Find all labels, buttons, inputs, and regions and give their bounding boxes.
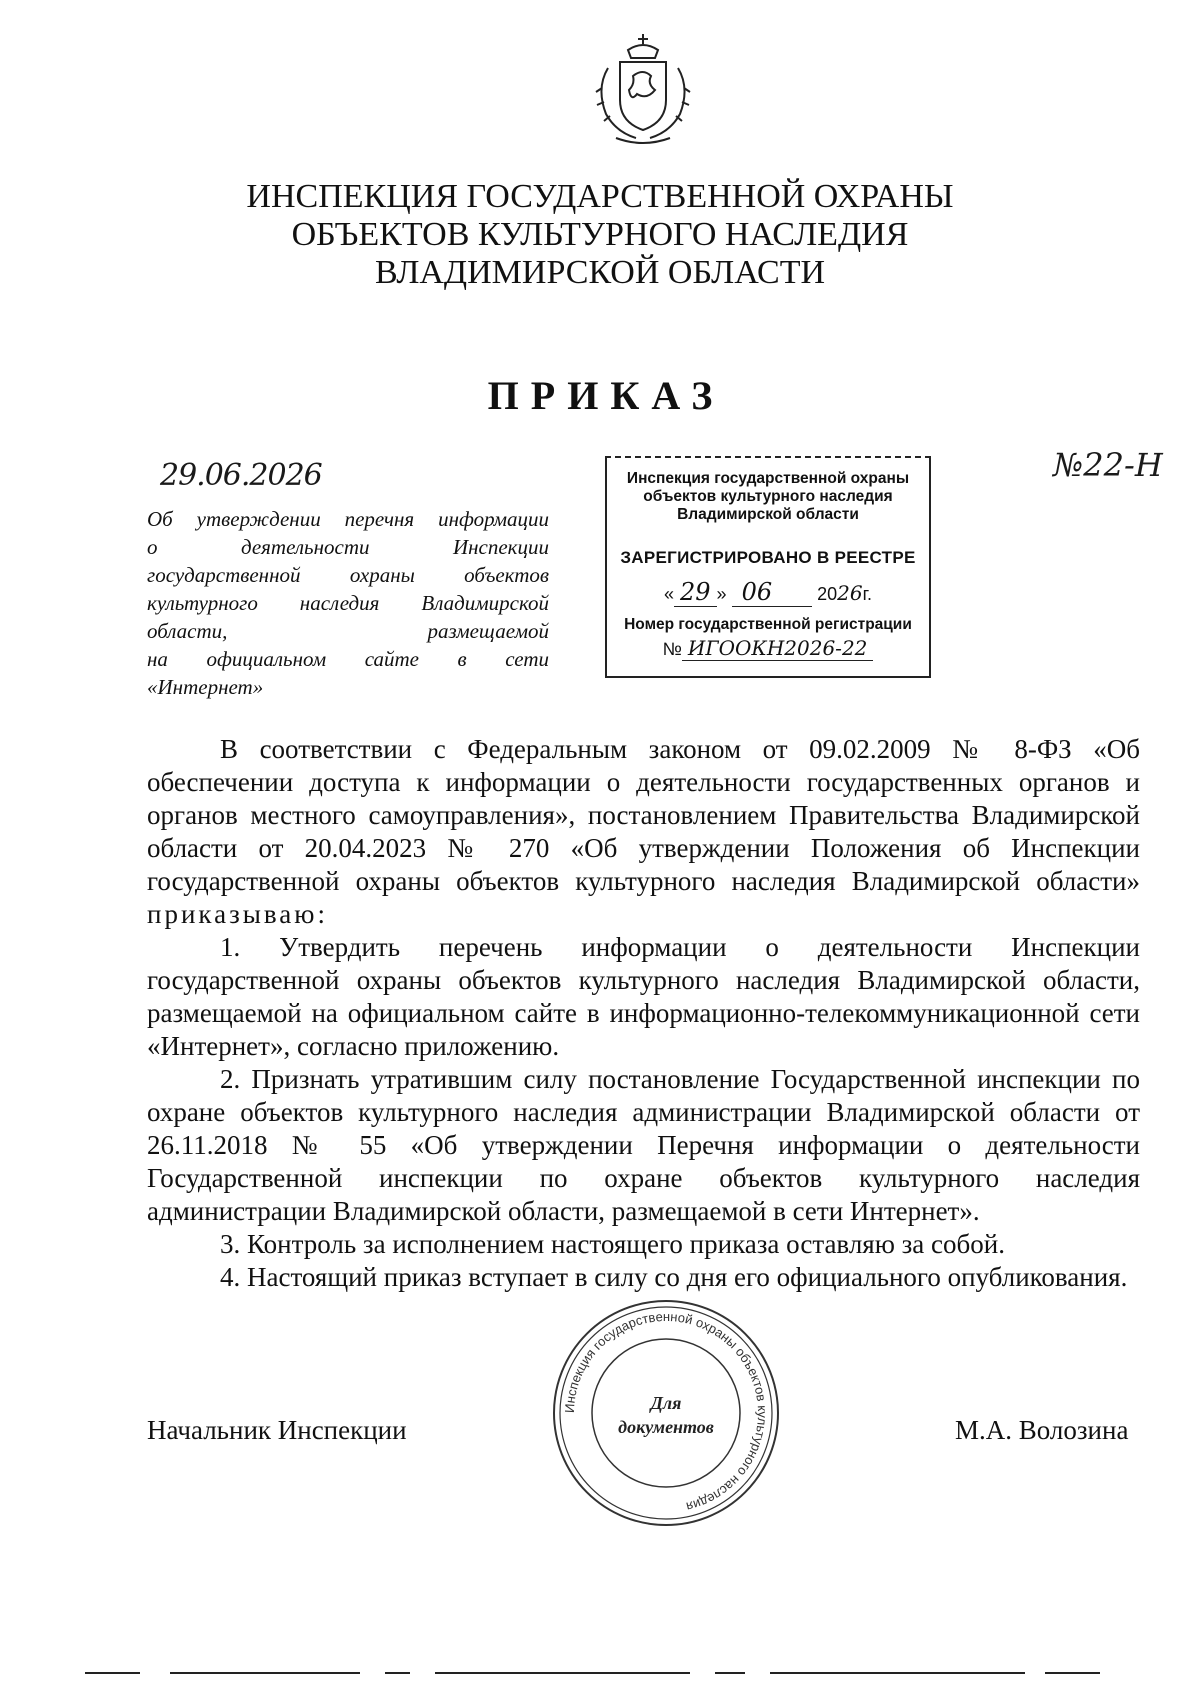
- stamp-year-g: г.: [862, 584, 872, 604]
- organization-header: [0, 178, 1200, 292]
- order-body: [147, 733, 1140, 1294]
- seal-center-line-2: документов: [618, 1417, 714, 1437]
- document-title: ПРИКАЗ: [487, 373, 725, 418]
- preamble: [147, 733, 1140, 931]
- stamp-regnum-value: ИГООКН2026-22: [682, 636, 874, 661]
- stamp-regnum-prefix: №: [662, 639, 682, 659]
- stamp-quote-open: «: [663, 584, 674, 604]
- subject-line: области, размещаемой: [147, 619, 549, 643]
- order-verb: приказываю:: [147, 899, 328, 929]
- handwritten-order-number: №22-Н: [1053, 446, 1163, 484]
- stamp-org: [607, 470, 929, 524]
- subject-line: о деятельности Инспекции: [147, 535, 549, 559]
- stamp-day: 29: [674, 578, 717, 607]
- order-subject: [147, 505, 549, 701]
- order-item-3: 3. Контроль за исполнением настоящего приказа оставляю за собой.: [220, 1229, 1005, 1259]
- scan-artifact-line: [385, 1672, 410, 1674]
- stamp-quote-close: »: [716, 584, 727, 604]
- scan-artifact-line: [170, 1672, 360, 1674]
- subject-line: культурного наследия Владимирской: [147, 591, 549, 615]
- org-name-line-3: ВЛАДИМИРСКОЙ ОБЛАСТИ: [374, 254, 826, 291]
- stamp-registered-label: ЗАРЕГИСТРИРОВАНО В РЕЕСТРЕ: [620, 548, 916, 567]
- signatory-position: Начальник Инспекции: [147, 1415, 407, 1445]
- order-item-2: 2. Признать утратившим силу постановление Государственной инспекции по охране объектов культурного наследия администрации Владимирской области от 26.11.2018 № 55 «Об утверждении Перечня информации о деятельности Государственной инспекции по охране объектов культурного наследия администрации Владимирской области, размещаемой в сети Интернет».: [147, 1064, 1140, 1226]
- stamp-regnum-label: Номер государственной регистрации: [624, 616, 912, 633]
- scan-artifact-line: [435, 1672, 690, 1674]
- coat-of-arms-icon: [578, 28, 708, 148]
- stamp-year-suffix: 26: [837, 581, 863, 605]
- subject-line: государственной охраны объектов: [147, 563, 549, 587]
- registry-stamp: [605, 456, 931, 678]
- stamp-org-line-1: Инспекция государственной охраны: [626, 470, 910, 487]
- order-item-1: 1. Утвердить перечень информации о деятельности Инспекции государственной охраны объектов культурного наследия Владимирской области, размещаемой на официальном сайте в информационно-телекоммуникационной сети «Интернет», согласно приложению.: [147, 932, 1140, 1061]
- stamp-date: [607, 578, 929, 608]
- seal-ring-text: Инспекция государственной охраны объектов культурного наследия: [561, 1308, 771, 1515]
- subject-line: «Интернет»: [147, 675, 264, 699]
- scan-artifact-line: [85, 1672, 140, 1674]
- signatory-name: М.А. Волозина: [955, 1415, 1129, 1445]
- stamp-regnum: [607, 636, 929, 660]
- official-seal: [550, 1297, 782, 1529]
- handwritten-date: 29.06.2026: [160, 458, 322, 493]
- scan-artifact-line: [715, 1672, 745, 1674]
- subject-line: Об утверждении перечня информации: [147, 507, 549, 531]
- stamp-org-line-2: объектов культурного наследия: [643, 488, 893, 505]
- seal-center-line-1: Для: [650, 1393, 682, 1413]
- stamp-year-prefix: 20: [817, 584, 838, 604]
- subject-line: на официальном сайте в сети: [147, 647, 549, 671]
- org-name-line-1: ИНСПЕКЦИЯ ГОСУДАРСТВЕННОЙ ОХРАНЫ: [246, 178, 954, 215]
- scan-artifact-line: [1045, 1672, 1100, 1674]
- org-name-line-2: ОБЪЕКТОВ КУЛЬТУРНОГО НАСЛЕДИЯ: [291, 216, 909, 253]
- scan-artifact-line: [770, 1672, 1025, 1674]
- stamp-month: 06: [732, 578, 813, 607]
- preamble-text: В соответствии с Федеральным законом от 09.02.2009 № 8-ФЗ «Об обеспечении доступа к информации о деятельности государственных органов и органов местного самоуправления», постановлением Правительства Владимирской области от 20.04.2023 № 270 «Об утверждении Положения об Инспекции государственной охраны объектов культурного наследия Владимирской области»: [147, 734, 1140, 896]
- order-item-4: 4. Настоящий приказ вступает в силу со дня его официального опубликования.: [220, 1262, 1128, 1292]
- stamp-org-line-3: Владимирской области: [677, 506, 859, 523]
